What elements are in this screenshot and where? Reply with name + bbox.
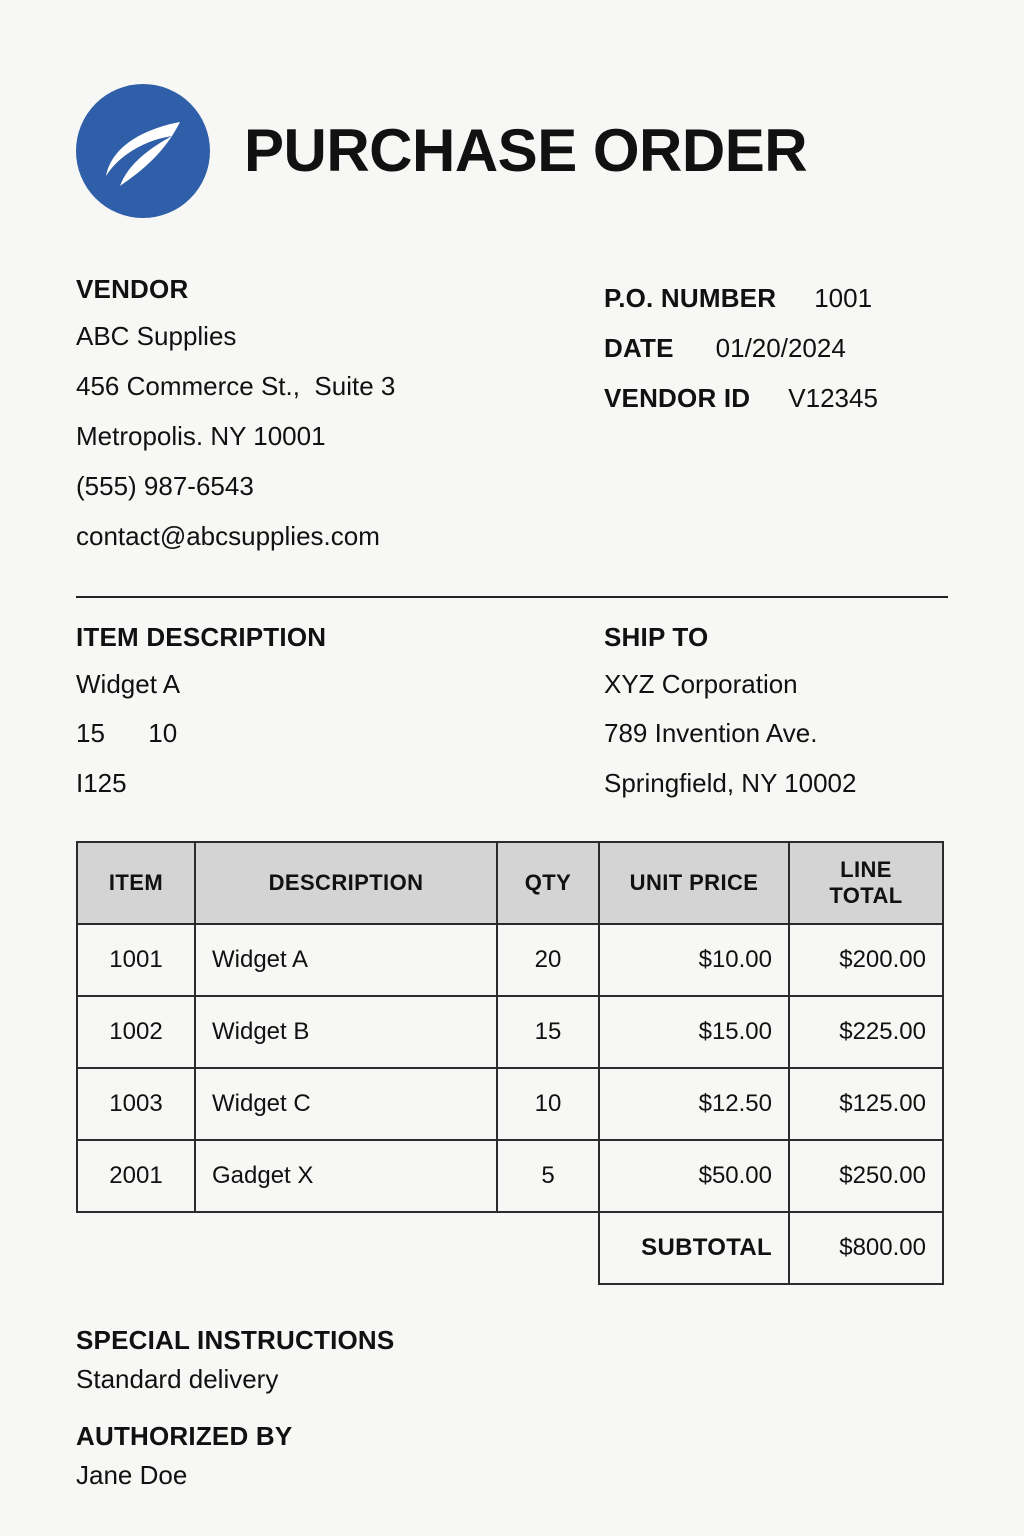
- cell-unit-price: $10.00: [599, 924, 789, 996]
- cell-qty: 15: [497, 996, 599, 1068]
- footer-spacer: [76, 1399, 948, 1421]
- cell-qty: 5: [497, 1140, 599, 1212]
- table-row: [77, 1140, 943, 1212]
- vendor-heading: VENDOR: [76, 274, 189, 304]
- middle-section: [76, 622, 948, 810]
- order-meta-block: [604, 274, 948, 562]
- po-number-row: [604, 274, 948, 324]
- authorized-by-name: Jane Doe: [76, 1460, 188, 1491]
- vendor-id-row: [604, 374, 948, 424]
- vendor-id-value: V12345: [788, 382, 878, 413]
- document-footer: [76, 1325, 948, 1495]
- po-number-label: P.O. NUMBER: [604, 283, 777, 313]
- cell-qty: 10: [497, 1068, 599, 1140]
- leaf-circle-logo-icon: [76, 84, 210, 218]
- column-header-line-total: LINE TOTAL: [789, 842, 943, 924]
- vendor-address-line-2: Metropolis. NY 10001: [76, 420, 326, 451]
- ship-to-address-line-2: Springfield, NY 10002: [604, 768, 857, 799]
- vendor-email: contact@abcsupplies.com: [76, 520, 380, 551]
- column-header-qty: QTY: [497, 842, 599, 924]
- page-title: PURCHASE ORDER: [244, 117, 808, 184]
- item-description-block: [76, 622, 604, 810]
- cell-item: 1001: [77, 924, 195, 996]
- cell-item: 2001: [77, 1140, 195, 1212]
- section-divider: [76, 596, 948, 598]
- date-value: 01/20/2024: [715, 332, 846, 363]
- vendor-phone: (555) 987-6543: [76, 470, 254, 501]
- cell-description: Gadget X: [195, 1140, 497, 1212]
- vendor-address-line-1: 456 Commerce St., Suite 3: [76, 370, 396, 401]
- cell-unit-price: $15.00: [599, 996, 789, 1068]
- vendor-name: ABC Supplies: [76, 321, 237, 351]
- cell-unit-price: $50.00: [599, 1140, 789, 1212]
- po-number-value: 1001: [814, 283, 873, 313]
- item-description-line-1: Widget A: [76, 668, 181, 699]
- spacer-cell: [77, 1212, 195, 1284]
- table-header-row: [77, 842, 943, 924]
- item-description-line-3: I125: [76, 768, 127, 799]
- cell-item: 1003: [77, 1068, 195, 1140]
- subtotal-label: SUBTOTAL: [599, 1212, 789, 1284]
- spacer-cell: [195, 1212, 497, 1284]
- ship-to-block: [604, 622, 948, 810]
- spacer-cell: [497, 1212, 599, 1284]
- date-label: DATE: [604, 332, 674, 363]
- vendor-block: [76, 274, 604, 562]
- column-header-item: ITEM: [77, 842, 195, 924]
- cell-line-total: $200.00: [789, 924, 943, 996]
- cell-line-total: $125.00: [789, 1068, 943, 1140]
- subtotal-row: [77, 1212, 943, 1284]
- date-row: [604, 324, 948, 374]
- column-header-description: DESCRIPTION: [195, 842, 497, 924]
- authorized-by-heading: AUTHORIZED BY: [76, 1421, 293, 1452]
- table-row: [77, 924, 943, 996]
- ship-to-heading: SHIP TO: [604, 621, 709, 652]
- vendor-id-label: VENDOR ID: [604, 382, 751, 413]
- item-description-heading: ITEM DESCRIPTION: [76, 621, 327, 652]
- special-instructions-text: Standard delivery: [76, 1364, 279, 1395]
- cell-unit-price: $12.50: [599, 1068, 789, 1140]
- document-header: [76, 76, 948, 226]
- column-header-unit-price: UNIT PRICE: [599, 842, 789, 924]
- special-instructions-heading: SPECIAL INSTRUCTIONS: [76, 1325, 395, 1356]
- info-section: [76, 274, 948, 562]
- line-items-table: [76, 841, 944, 1285]
- ship-to-name: XYZ Corporation: [604, 668, 798, 699]
- table-row: [77, 1068, 943, 1140]
- subtotal-value: $800.00: [789, 1212, 943, 1284]
- item-description-line-2: 15 10: [76, 718, 178, 749]
- cell-line-total: $225.00: [789, 996, 943, 1068]
- cell-description: Widget A: [195, 924, 497, 996]
- cell-item: 1002: [77, 996, 195, 1068]
- ship-to-address-line-1: 789 Invention Ave.: [604, 718, 818, 749]
- table-row: [77, 996, 943, 1068]
- cell-description: Widget C: [195, 1068, 497, 1140]
- cell-line-total: $250.00: [789, 1140, 943, 1212]
- cell-description: Widget B: [195, 996, 497, 1068]
- cell-qty: 20: [497, 924, 599, 996]
